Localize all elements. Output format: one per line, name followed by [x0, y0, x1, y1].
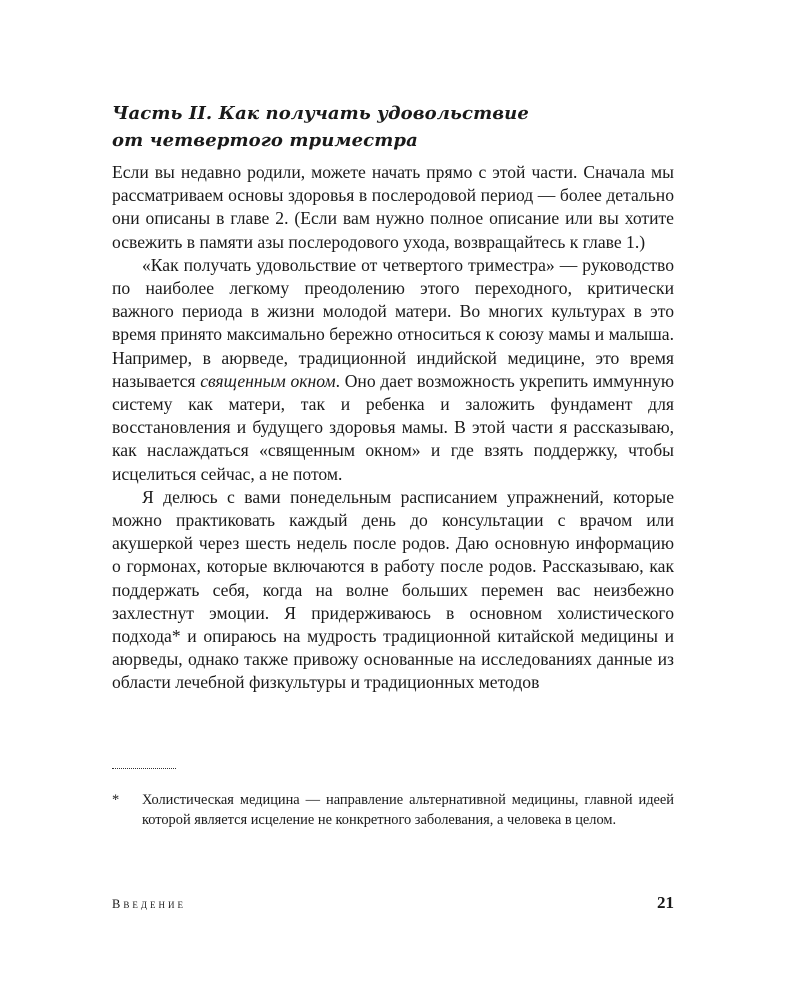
paragraph-2-emphasis: священным окном [200, 370, 336, 391]
body-text [112, 161, 674, 695]
footnote [112, 790, 674, 830]
paragraph-2-part-a: «Как получать удовольствие от четвертого триместра» — руководство по наиболее легкому преодолению этого переходного, критически важного периода в жизни молодой матери. Во многих культурах в это время принято максимально бережно относиться к союзу мамы и малыша. Например, в аюрведе, традиционной индийской медицине, это время называется [112, 254, 674, 391]
page-number: 21 [657, 893, 674, 912]
paragraph-3: Я делюсь с вами понедельным расписанием упражнений, которые можно практиковать каждый день до консультации с врачом или акушеркой через шесть недель после родов. Даю основную информацию о гормонах, которые включаются в работу после родов. Рассказываю, как поддержать себя, когда на волне больших перемен вас неизбежно захлестнут эмоции. Я придерживаюсь в основном холистического подхода* и опираюсь на мудрость традиционной китайской медицины и аюрведы, однако также привожу основанные на исследованиях данные из области лечебной физкультуры и традиционных методов [112, 486, 674, 693]
paragraph-2 [112, 254, 674, 486]
heading-line-2: от четвертого триместра [112, 130, 418, 151]
footnote-mark: * [112, 792, 120, 808]
page-footer [112, 893, 674, 917]
footnote-text: Холистическая медицина — направление альтернативной медицины, главной идеей которой является исцеление не конкретного заболевания, а человека в целом. [142, 792, 674, 828]
footnote-separator [112, 768, 176, 773]
paragraph-1: Если вы недавно родили, можете начать прямо с этой части. Сначала мы рассматриваем основы здоровья в послеродовой период — более детально они описаны в главе 2. (Если вам нужно полное описание или вы хотите освежить в памяти азы послеродового ухода, возвращайтесь к главе 1.) [112, 162, 674, 252]
heading-line-1: Часть II. Как получать удовольствие [112, 103, 529, 124]
book-page [112, 0, 674, 1000]
paragraph-2-part-b: . Оно дает возможность укрепить иммунную систему как матери, так и ребенка и заложить фундамент для восстановления и будущего здоровья мамы. В этой части я рассказываю, как наслаждаться «священным окном» и где взять поддержку, чтобы исцелиться сейчас, а не потом. [112, 370, 674, 484]
running-footer-section: Введение [112, 897, 186, 911]
section-heading [112, 100, 674, 154]
